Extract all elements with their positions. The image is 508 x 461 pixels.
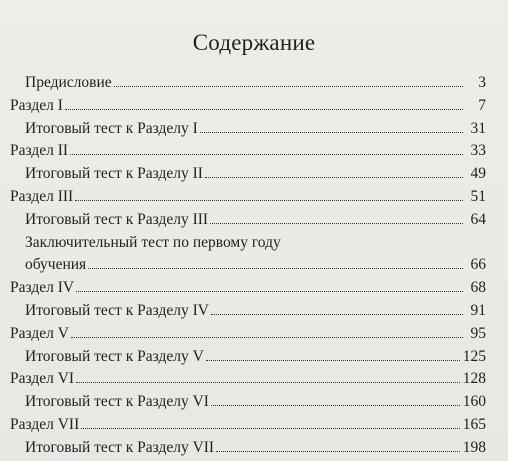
dot-leader	[71, 337, 463, 338]
toc-entry-label: Предисловие	[25, 74, 112, 91]
toc-entry-test-3	[10, 209, 486, 232]
toc-entry-test-2	[10, 163, 486, 186]
dot-leader	[210, 223, 463, 224]
toc-page-number: 91	[470, 301, 486, 319]
toc-entry-label: Итоговый тест к Разделу II	[25, 165, 203, 183]
dot-leader	[216, 451, 460, 452]
dot-leader	[76, 382, 460, 383]
dot-leader	[75, 200, 463, 201]
toc-entry-section-3	[10, 186, 486, 209]
toc-page-number: 66	[470, 256, 486, 274]
dot-leader	[205, 177, 463, 178]
toc-entry-label: Итоговый тест к Разделу I	[25, 119, 198, 137]
toc-page-number: 160	[462, 393, 486, 411]
toc-entry-label: Раздел I	[10, 96, 63, 114]
toc-entry-label: Раздел IV	[10, 279, 75, 297]
dot-leader	[206, 360, 460, 361]
dot-leader	[70, 154, 463, 155]
toc-entry-label: Итоговый тест к Разделу VII	[25, 438, 215, 456]
toc-page-number: 49	[470, 165, 486, 183]
toc-page-number: 31	[470, 119, 486, 137]
toc-entry-label: Итоговый тест к Разделу V	[25, 347, 204, 365]
dot-leader	[114, 86, 463, 87]
toc-entry-section-4	[10, 277, 486, 300]
toc-entry-label: Итоговый тест к Разделу III	[25, 210, 209, 228]
toc-entry-section-2	[10, 140, 486, 163]
toc-entry-test-5	[10, 346, 486, 369]
toc-page-number: 64	[470, 210, 486, 228]
toc-entry-preface	[10, 72, 486, 95]
toc-entry-label: Раздел VI	[10, 370, 75, 388]
dot-leader	[211, 314, 463, 315]
toc-page-number: 3	[478, 74, 486, 91]
toc-page-number: 51	[470, 187, 486, 205]
toc-entry-final-test-line1: Заключительный тест по первому году	[25, 233, 281, 251]
toc-entry-label: обучения	[25, 256, 87, 274]
toc-page-number: 128	[462, 370, 486, 388]
toc-page-number: 198	[462, 438, 486, 456]
toc-entry-label: Итоговый тест к Разделу VI	[25, 393, 209, 411]
dot-leader	[76, 291, 463, 292]
toc-entry-final-test	[10, 254, 486, 277]
toc-page-number: 68	[470, 279, 486, 297]
toc-entry-section-1	[10, 95, 486, 118]
dot-leader	[200, 132, 463, 133]
dot-leader	[65, 109, 463, 110]
toc-entry-test-7	[10, 437, 486, 460]
dot-leader	[81, 428, 460, 429]
toc-entry-test-4	[10, 300, 486, 323]
toc-entry-section-5	[10, 323, 486, 346]
toc-entry-test-1	[10, 118, 486, 141]
toc-entry-label: Раздел VII	[10, 415, 80, 433]
toc-entry-label: Итоговый тест к Разделу IV	[25, 301, 209, 319]
toc-page-number: 33	[470, 142, 486, 160]
table-of-contents	[10, 72, 486, 460]
toc-entry-label: Раздел II	[10, 142, 69, 160]
toc-entry-label: Раздел III	[10, 187, 74, 205]
toc-page-number: 7	[478, 96, 486, 114]
page-title: Содержание	[192, 30, 316, 55]
toc-entry-label: Раздел V	[10, 324, 69, 342]
toc-entry-section-7	[10, 414, 486, 437]
dot-leader	[211, 405, 460, 406]
dot-leader	[88, 268, 463, 269]
toc-page-number: 95	[470, 324, 486, 342]
toc-entry-test-6	[10, 391, 486, 414]
toc-entry-section-6	[10, 368, 486, 391]
toc-page-number: 125	[462, 347, 486, 365]
toc-page-number: 165	[462, 415, 486, 433]
